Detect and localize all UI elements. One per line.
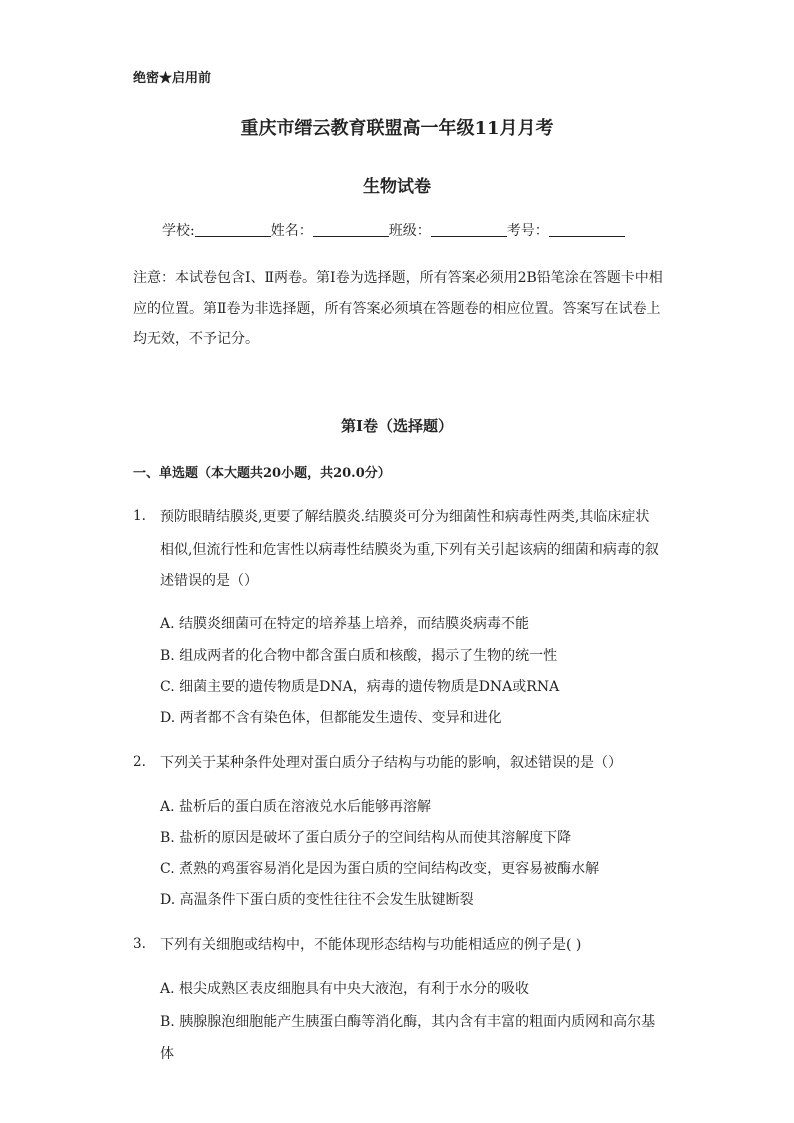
option-a: A. 结膜炎细菌可在特定的培养基上培养，而结膜炎病毒不能 xyxy=(160,616,530,632)
option-d: D. 两者都不含有染色体，但都能发生遗传、变异和进化 xyxy=(160,710,502,726)
school-label: 学校: xyxy=(162,223,195,239)
question-text-line: 相似,但流行性和危害性以病毒性结膜炎为重,下列有关引起该病的细菌和病毒的叙 xyxy=(160,542,659,558)
question-text-line: 下列有关细胞或结构中，不能体现形态结构与功能相适应的例子是( ) xyxy=(160,937,582,953)
option-b: B. 组成两者的化合物中都含蛋白质和核酸，揭示了生物的统一性 xyxy=(160,648,558,664)
notice-paragraph: 注意：本试卷包含Ⅰ、Ⅱ两卷。第Ⅰ卷为选择题，所有答案必须用2B铅笔涂在答题卡中相应的位置。第Ⅱ卷为非选择题，所有答案必须填在答题卷的相应位置。答案写在试卷上均无效，不予记分。 xyxy=(133,270,663,347)
section-title: 第Ⅰ卷（选择题） xyxy=(340,417,454,435)
name-blank[interactable] xyxy=(313,235,389,237)
class-blank[interactable] xyxy=(431,235,507,237)
question-text-line: 预防眼睛结膜炎,更要了解结膜炎.结膜炎可分为细菌性和病毒性两类,其临床症状 xyxy=(160,509,650,525)
option-b-continued: 体 xyxy=(160,1046,174,1062)
student-info-row xyxy=(162,220,625,240)
option-a: A. 根尖成熟区表皮细胞具有中央大液泡，有利于水分的吸收 xyxy=(160,981,530,997)
option-c: C. 细菌主要的遗传物质是DNA，病毒的遗传物质是DNA或RNA xyxy=(160,679,560,695)
option-b: B. 胰腺腺泡细胞能产生胰蛋白酶等消化酶，其内含有丰富的粗面内质网和高尔基 xyxy=(160,1014,656,1030)
question-text-line: 述错误的是（） xyxy=(160,573,258,589)
option-d: D. 高温条件下蛋白质的变性往往不会发生肽键断裂 xyxy=(160,892,474,908)
option-b: B. 盐析的原因是破坏了蛋白质分子的空间结构从而使其溶解度下降 xyxy=(160,830,572,846)
question-number: 3. xyxy=(133,936,146,952)
question-number: 2. xyxy=(133,754,146,770)
exam-title: 重庆市缙云教育联盟高一年级11月月考 xyxy=(240,118,554,139)
secret-label: 绝密★启用前 xyxy=(133,71,212,86)
exam-number-label: 考号： xyxy=(506,223,549,239)
exam-subject: 生物试卷 xyxy=(363,177,431,197)
class-label: 班级： xyxy=(388,223,431,239)
question-text-line: 下列关于某种条件处理对蛋白质分子结构与功能的影响，叙述错误的是（） xyxy=(160,755,622,771)
part-title: 一、单选题（本大题共20小题，共20.0分） xyxy=(133,466,391,481)
exam-number-blank[interactable] xyxy=(549,235,625,237)
name-label: 姓名： xyxy=(270,223,313,239)
option-c: C. 煮熟的鸡蛋容易消化是因为蛋白质的空间结构改变，更容易被酶水解 xyxy=(160,861,600,877)
question-number: 1. xyxy=(133,508,146,524)
school-blank[interactable] xyxy=(195,235,271,237)
option-a: A. 盐析后的蛋白质在溶液兑水后能够再溶解 xyxy=(160,799,432,815)
